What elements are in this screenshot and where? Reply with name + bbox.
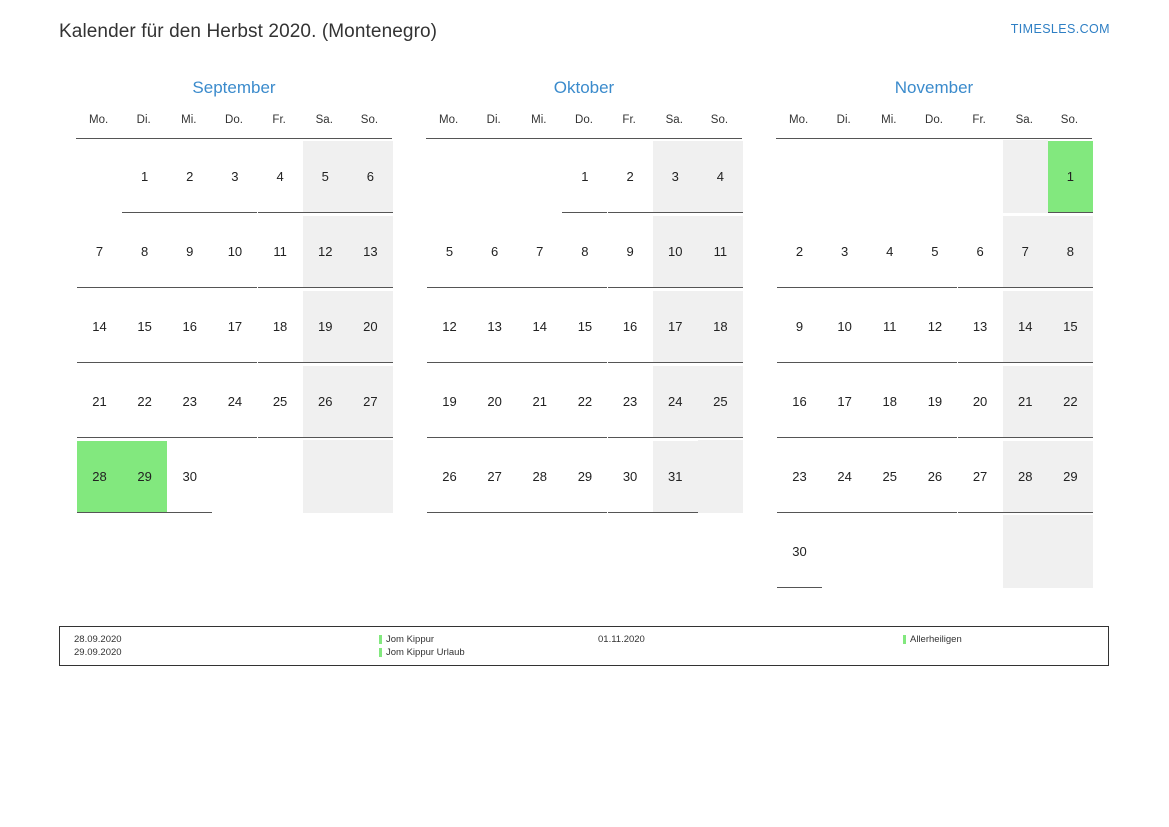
day-number <box>958 515 1003 588</box>
day-number: 3 <box>212 141 257 213</box>
day-cell[interactable] <box>166 139 211 215</box>
day-number: 20 <box>958 366 1003 438</box>
day-cell[interactable] <box>257 139 302 215</box>
day-number: 12 <box>912 291 957 363</box>
day-number: 4 <box>698 141 743 213</box>
day-number <box>303 440 348 513</box>
day-number: 7 <box>517 216 562 288</box>
weekday-header: So. <box>697 110 742 139</box>
day-cell[interactable] <box>426 214 471 289</box>
day-cell[interactable] <box>121 139 166 215</box>
day-number: 23 <box>777 441 822 513</box>
week-row <box>76 139 392 215</box>
day-cell[interactable] <box>76 439 121 514</box>
day-number: 8 <box>562 216 607 288</box>
day-cell-empty <box>257 439 302 514</box>
day-cell-empty <box>347 439 392 514</box>
day-cell[interactable] <box>697 289 742 364</box>
day-number: 23 <box>167 366 212 438</box>
weekday-header: So. <box>1047 110 1092 139</box>
day-cell[interactable] <box>957 439 1002 514</box>
legend-entry: 01.11.2020 <box>598 634 645 645</box>
day-number <box>912 140 957 213</box>
day-cell-empty <box>426 139 471 215</box>
day-number: 3 <box>822 216 867 288</box>
day-cell[interactable] <box>166 214 211 289</box>
day-cell[interactable] <box>471 289 516 364</box>
month-block <box>409 78 759 589</box>
day-cell[interactable] <box>561 139 606 215</box>
day-number: 1 <box>562 141 607 213</box>
month-name: November <box>894 78 974 97</box>
month-table <box>76 110 392 514</box>
day-number: 27 <box>958 441 1003 513</box>
weekday-header: Sa. <box>302 110 347 139</box>
day-cell-empty <box>866 139 911 215</box>
day-cell[interactable] <box>426 439 471 514</box>
day-cell-empty <box>866 514 911 589</box>
week-row <box>76 289 392 364</box>
day-number <box>258 440 303 513</box>
day-cell[interactable] <box>302 214 347 289</box>
day-cell-empty <box>697 439 742 514</box>
day-number: 12 <box>427 291 472 363</box>
day-cell[interactable] <box>471 439 516 514</box>
day-cell[interactable] <box>866 289 911 364</box>
day-cell[interactable] <box>911 214 956 289</box>
day-number: 17 <box>653 291 698 363</box>
day-cell[interactable] <box>121 214 166 289</box>
day-cell[interactable] <box>1047 214 1092 289</box>
day-cell[interactable] <box>561 439 606 514</box>
day-cell[interactable] <box>957 214 1002 289</box>
day-cell[interactable] <box>76 214 121 289</box>
legend-entry: 28.09.2020 <box>74 634 122 645</box>
day-cell[interactable] <box>866 214 911 289</box>
day-number: 23 <box>608 366 653 438</box>
day-cell[interactable] <box>866 439 911 514</box>
day-cell[interactable] <box>697 214 742 289</box>
day-number: 15 <box>1048 291 1093 363</box>
month-table <box>426 110 742 514</box>
month-name: Oktober <box>553 78 615 97</box>
weekday-header: So. <box>347 110 392 139</box>
day-number: 28 <box>517 441 562 513</box>
day-number: 18 <box>698 291 743 363</box>
weekday-header: Di. <box>821 110 866 139</box>
legend-dates-left <box>74 633 379 665</box>
day-number <box>1048 515 1093 588</box>
day-cell[interactable] <box>776 439 821 514</box>
day-number: 10 <box>822 291 867 363</box>
day-cell[interactable] <box>821 364 866 439</box>
day-cell[interactable] <box>1002 364 1047 439</box>
day-cell[interactable] <box>957 364 1002 439</box>
day-cell[interactable] <box>302 139 347 215</box>
day-number: 7 <box>1003 216 1048 288</box>
day-cell[interactable] <box>121 364 166 439</box>
day-number: 18 <box>867 366 912 438</box>
day-number: 8 <box>122 216 167 288</box>
day-number: 17 <box>822 366 867 438</box>
day-number: 25 <box>867 441 912 513</box>
weekday-header: Mo. <box>426 110 471 139</box>
week-row <box>776 364 1092 439</box>
day-cell[interactable] <box>561 214 606 289</box>
day-cell[interactable] <box>1047 364 1092 439</box>
day-number: 28 <box>1003 441 1048 513</box>
day-number <box>1003 515 1048 588</box>
day-number: 26 <box>303 366 348 438</box>
legend-entry: 29.09.2020 <box>74 647 122 658</box>
weekday-header-row <box>426 110 742 139</box>
day-number: 22 <box>122 366 167 438</box>
day-cell[interactable] <box>426 289 471 364</box>
day-number: 13 <box>472 291 517 363</box>
weekday-header: Mo. <box>76 110 121 139</box>
day-number: 26 <box>912 441 957 513</box>
day-cell[interactable] <box>697 139 742 215</box>
weekday-header: Mi. <box>516 110 561 139</box>
day-cell-empty <box>821 514 866 589</box>
week-row <box>76 439 392 514</box>
day-cell-empty <box>957 514 1002 589</box>
legend-column-right <box>584 627 1108 665</box>
day-number: 9 <box>167 216 212 288</box>
day-cell[interactable] <box>821 214 866 289</box>
day-cell[interactable] <box>211 139 256 215</box>
day-number: 1 <box>1048 141 1093 213</box>
month-block <box>59 78 409 589</box>
day-cell[interactable] <box>516 439 561 514</box>
day-cell-empty <box>957 139 1002 215</box>
day-cell[interactable] <box>607 364 652 439</box>
day-cell[interactable] <box>121 439 166 514</box>
site-link[interactable]: TIMESLES.COM <box>1010 22 1110 36</box>
day-number: 13 <box>958 291 1003 363</box>
day-cell[interactable] <box>347 289 392 364</box>
day-cell[interactable] <box>166 439 211 514</box>
day-cell-empty <box>911 139 956 215</box>
day-number <box>472 140 517 213</box>
day-cell[interactable] <box>426 364 471 439</box>
day-number: 2 <box>167 141 212 213</box>
day-number: 21 <box>77 366 122 438</box>
day-number: 21 <box>1003 366 1048 438</box>
day-number: 15 <box>122 291 167 363</box>
day-cell[interactable] <box>776 514 821 589</box>
day-number: 18 <box>258 291 303 363</box>
day-number: 22 <box>562 366 607 438</box>
day-number: 24 <box>212 366 257 438</box>
day-number: 25 <box>698 366 743 438</box>
day-cell[interactable] <box>121 289 166 364</box>
day-cell[interactable] <box>257 364 302 439</box>
day-number: 6 <box>348 141 393 213</box>
day-number <box>77 140 122 213</box>
day-cell[interactable] <box>652 289 697 364</box>
weekday-header: Sa. <box>1002 110 1047 139</box>
day-cell[interactable] <box>1002 214 1047 289</box>
day-cell[interactable] <box>561 364 606 439</box>
day-cell-empty <box>776 139 821 215</box>
day-number: 16 <box>608 291 653 363</box>
day-number <box>1003 140 1048 213</box>
day-number <box>912 515 957 588</box>
day-cell-empty <box>911 514 956 589</box>
calendar-months <box>59 78 1110 589</box>
legend-names-left <box>379 633 584 665</box>
day-cell[interactable] <box>257 289 302 364</box>
day-number: 4 <box>867 216 912 288</box>
day-number <box>822 140 867 213</box>
day-cell[interactable] <box>516 289 561 364</box>
day-cell[interactable] <box>957 289 1002 364</box>
day-number <box>867 140 912 213</box>
day-number <box>517 140 562 213</box>
day-number: 17 <box>212 291 257 363</box>
day-cell[interactable] <box>516 214 561 289</box>
week-row <box>776 289 1092 364</box>
day-number: 2 <box>608 141 653 213</box>
day-cell[interactable] <box>1002 289 1047 364</box>
day-cell[interactable] <box>211 214 256 289</box>
day-number: 11 <box>867 291 912 363</box>
day-number: 19 <box>912 366 957 438</box>
day-cell[interactable] <box>776 214 821 289</box>
day-number: 2 <box>777 216 822 288</box>
day-cell[interactable] <box>347 364 392 439</box>
day-number: 9 <box>777 291 822 363</box>
day-cell[interactable] <box>607 289 652 364</box>
day-number: 27 <box>472 441 517 513</box>
day-number <box>958 140 1003 213</box>
weekday-header-row <box>76 110 392 139</box>
day-number: 30 <box>777 516 822 588</box>
month-name: September <box>192 78 276 97</box>
day-number: 26 <box>427 441 472 513</box>
day-number: 10 <box>653 216 698 288</box>
weekday-header-row <box>776 110 1092 139</box>
week-row <box>776 139 1092 215</box>
day-number: 4 <box>258 141 303 213</box>
day-number: 5 <box>912 216 957 288</box>
day-cell[interactable] <box>607 214 652 289</box>
day-cell[interactable] <box>257 214 302 289</box>
day-cell[interactable] <box>516 364 561 439</box>
day-number: 29 <box>122 441 167 513</box>
day-cell[interactable] <box>211 364 256 439</box>
day-cell[interactable] <box>471 214 516 289</box>
day-cell[interactable] <box>76 364 121 439</box>
day-cell-empty <box>1047 514 1092 589</box>
day-number: 16 <box>777 366 822 438</box>
day-cell-empty <box>76 139 121 215</box>
page-title: Kalender für den Herbst 2020. (Montenegro) <box>59 21 438 42</box>
legend-names-right <box>903 633 1108 665</box>
day-number: 22 <box>1048 366 1093 438</box>
legend-column-left <box>60 627 584 665</box>
day-number: 11 <box>698 216 743 288</box>
day-number: 3 <box>653 141 698 213</box>
day-cell[interactable] <box>866 364 911 439</box>
day-cell[interactable] <box>776 289 821 364</box>
week-row <box>426 439 742 514</box>
week-row <box>426 139 742 215</box>
legend-dates-right <box>598 633 903 665</box>
day-cell[interactable] <box>776 364 821 439</box>
day-number: 15 <box>562 291 607 363</box>
day-cell[interactable] <box>1047 139 1092 215</box>
day-number: 19 <box>427 366 472 438</box>
day-number: 30 <box>608 441 653 513</box>
day-number: 30 <box>167 441 212 513</box>
day-number: 20 <box>348 291 393 363</box>
week-row <box>426 364 742 439</box>
week-row <box>776 214 1092 289</box>
day-cell[interactable] <box>347 214 392 289</box>
day-number: 31 <box>653 441 698 513</box>
day-number: 16 <box>167 291 212 363</box>
day-number: 19 <box>303 291 348 363</box>
day-cell-empty <box>516 139 561 215</box>
day-cell-empty <box>211 439 256 514</box>
day-cell[interactable] <box>166 364 211 439</box>
day-number: 10 <box>212 216 257 288</box>
weekday-header: Fr. <box>957 110 1002 139</box>
day-number: 14 <box>1003 291 1048 363</box>
day-cell[interactable] <box>652 439 697 514</box>
day-cell[interactable] <box>166 289 211 364</box>
day-cell[interactable] <box>347 139 392 215</box>
week-row <box>76 214 392 289</box>
day-cell[interactable] <box>302 364 347 439</box>
legend-entry: Allerheiligen <box>903 633 1108 646</box>
weekday-header: Do. <box>561 110 606 139</box>
day-number <box>822 515 867 588</box>
weekday-header: Di. <box>471 110 516 139</box>
day-number: 28 <box>77 441 122 513</box>
day-number: 13 <box>348 216 393 288</box>
day-cell[interactable] <box>911 439 956 514</box>
week-row <box>776 439 1092 514</box>
day-number <box>867 515 912 588</box>
day-cell[interactable] <box>821 289 866 364</box>
day-number: 1 <box>122 141 167 213</box>
day-number: 6 <box>472 216 517 288</box>
day-cell[interactable] <box>697 364 742 439</box>
page-header <box>59 18 1110 48</box>
weekday-header: Do. <box>211 110 256 139</box>
day-number: 27 <box>348 366 393 438</box>
day-cell[interactable] <box>607 439 652 514</box>
day-number: 6 <box>958 216 1003 288</box>
day-cell[interactable] <box>1047 289 1092 364</box>
day-number: 24 <box>653 366 698 438</box>
day-cell[interactable] <box>471 364 516 439</box>
day-number <box>348 440 393 513</box>
day-cell[interactable] <box>607 139 652 215</box>
day-number: 20 <box>472 366 517 438</box>
week-row <box>426 289 742 364</box>
day-number: 11 <box>258 216 303 288</box>
day-cell[interactable] <box>1047 439 1092 514</box>
day-cell-empty <box>821 139 866 215</box>
day-cell[interactable] <box>652 139 697 215</box>
day-number: 29 <box>1048 441 1093 513</box>
day-cell[interactable] <box>302 289 347 364</box>
legend-entry: Jom Kippur Urlaub <box>379 646 584 659</box>
day-number: 5 <box>303 141 348 213</box>
month-table <box>776 110 1092 589</box>
day-number <box>212 440 257 513</box>
month-block <box>759 78 1109 589</box>
day-number: 24 <box>822 441 867 513</box>
day-cell[interactable] <box>911 364 956 439</box>
day-cell[interactable] <box>911 289 956 364</box>
day-cell-empty <box>471 139 516 215</box>
day-cell-empty <box>302 439 347 514</box>
day-cell[interactable] <box>1002 439 1047 514</box>
weekday-header: Mi. <box>166 110 211 139</box>
day-number <box>427 140 472 213</box>
day-number: 9 <box>608 216 653 288</box>
day-number: 5 <box>427 216 472 288</box>
day-cell[interactable] <box>211 289 256 364</box>
day-number: 12 <box>303 216 348 288</box>
weekday-header: Fr. <box>257 110 302 139</box>
day-number: 25 <box>258 366 303 438</box>
day-number: 8 <box>1048 216 1093 288</box>
day-cell-empty <box>1002 139 1047 215</box>
day-cell[interactable] <box>821 439 866 514</box>
weekday-header: Mo. <box>776 110 821 139</box>
weekday-header: Fr. <box>607 110 652 139</box>
legend-entry: Jom Kippur <box>379 633 584 646</box>
week-row <box>426 214 742 289</box>
weekday-header: Sa. <box>652 110 697 139</box>
day-cell[interactable] <box>652 364 697 439</box>
week-row <box>776 514 1092 589</box>
week-row <box>76 364 392 439</box>
legend <box>59 626 1109 666</box>
day-cell-empty <box>1002 514 1047 589</box>
day-number <box>698 440 743 513</box>
day-number <box>777 140 822 213</box>
day-number: 21 <box>517 366 562 438</box>
day-number: 29 <box>562 441 607 513</box>
day-number: 14 <box>77 291 122 363</box>
day-cell[interactable] <box>76 289 121 364</box>
day-cell[interactable] <box>561 289 606 364</box>
weekday-header: Mi. <box>866 110 911 139</box>
day-number: 7 <box>77 216 122 288</box>
day-number: 14 <box>517 291 562 363</box>
weekday-header: Do. <box>911 110 956 139</box>
weekday-header: Di. <box>121 110 166 139</box>
day-cell[interactable] <box>652 214 697 289</box>
